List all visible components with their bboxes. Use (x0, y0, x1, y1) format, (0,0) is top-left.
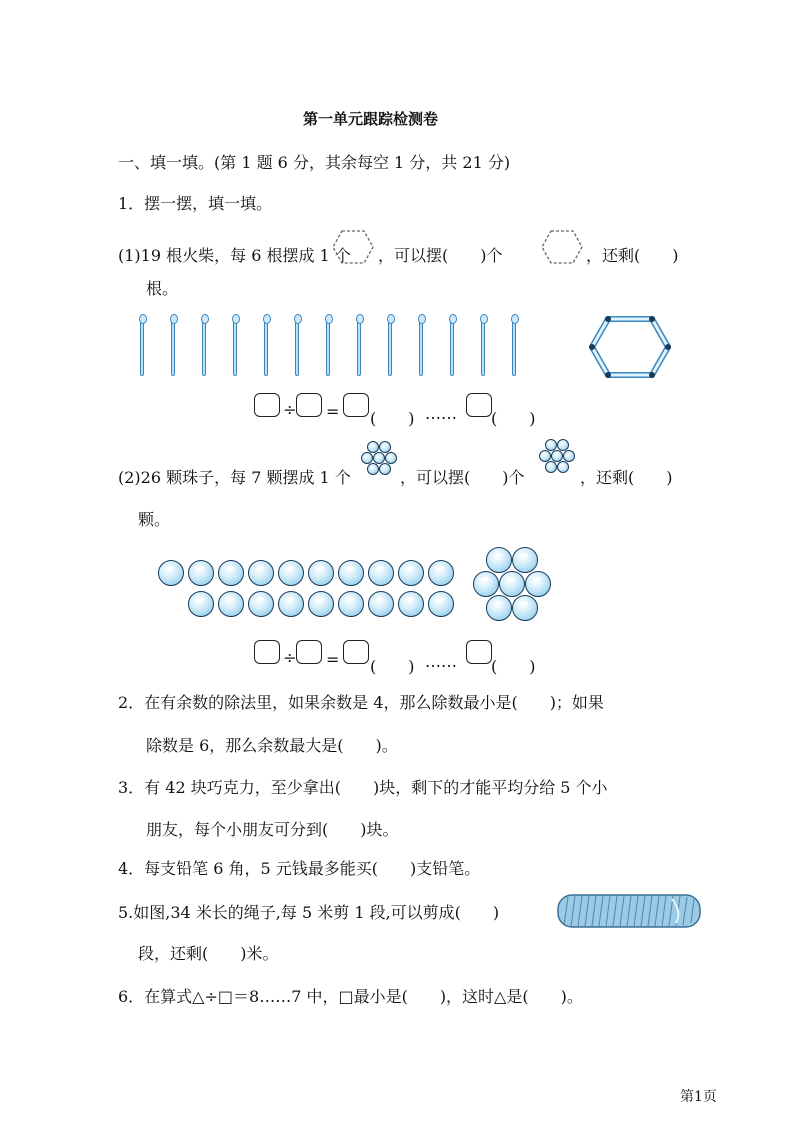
q1-part2-line2: 颗。 (138, 510, 171, 529)
matchstick (419, 318, 423, 376)
bead (338, 560, 364, 586)
q1-part1-text-c: ，还剩( ) (586, 246, 679, 265)
small-bead-flower-icon (538, 438, 578, 478)
matchstick (326, 318, 330, 376)
matchstick (264, 318, 268, 376)
bead (278, 560, 304, 586)
q1-part1-text-b: ，可以摆( )个 (378, 246, 503, 265)
bead (218, 591, 244, 617)
answer-box[interactable] (296, 640, 322, 664)
bead (398, 560, 424, 586)
question-6-line1: 6．在算式△÷□＝8……7 中，□最小是( )，这时△是( )。 (118, 987, 583, 1006)
quotient-paren[interactable]: ( ) (370, 657, 415, 676)
q1-part1-line2: 根。 (146, 279, 179, 298)
quotient-paren[interactable]: ( ) (370, 409, 415, 428)
bead (428, 591, 454, 617)
answer-box[interactable] (296, 393, 322, 417)
matchstick (171, 318, 175, 376)
bead (248, 591, 274, 617)
bead (248, 560, 274, 586)
bead (368, 591, 394, 617)
question-3-line2: 朋友，每个小朋友可分到( )块。 (146, 820, 399, 839)
bead (308, 560, 334, 586)
matchstick (388, 318, 392, 376)
bead (398, 591, 424, 617)
bead (278, 591, 304, 617)
answer-box[interactable] (254, 640, 280, 664)
divide-sign: ÷ (283, 400, 297, 419)
bead (218, 560, 244, 586)
remainder-paren[interactable]: ( ) (491, 409, 536, 428)
bead (188, 591, 214, 617)
q1-part2-text-c: ，还剩( ) (580, 468, 673, 487)
answer-box[interactable] (466, 393, 492, 417)
question-2-line1: 2．在有余数的除法里，如果余数是 4，那么除数最小是( )；如果 (118, 693, 604, 712)
remainder-dots: …… (425, 404, 457, 423)
bead (158, 560, 184, 586)
equals-sign: = (326, 650, 340, 669)
question-2-line2: 除数是 6，那么余数最大是( )。 (146, 736, 398, 755)
bead (512, 547, 538, 573)
question-5-line1: 5.如图,34 米长的绳子,每 5 米剪 1 段,可以剪成( ) (118, 903, 500, 922)
matchstick (140, 318, 144, 376)
remainder-paren[interactable]: ( ) (491, 657, 536, 676)
matchstick (481, 318, 485, 376)
page-number: 第1页 (680, 1089, 717, 1105)
divide-sign: ÷ (283, 648, 297, 667)
bead (486, 547, 512, 573)
bead (486, 595, 512, 621)
question-5-line2: 段，还剩( )米。 (138, 944, 279, 963)
matchstick (233, 318, 237, 376)
rope-coil-icon (554, 891, 704, 931)
matchstick (450, 318, 454, 376)
bead (525, 571, 551, 597)
small-bead-flower-icon (360, 440, 400, 480)
bead (188, 560, 214, 586)
small-hexagon-icon (331, 228, 375, 266)
matchstick (202, 318, 206, 376)
answer-box[interactable] (466, 640, 492, 664)
answer-box[interactable] (343, 640, 369, 664)
remainder-dots: …… (425, 652, 457, 671)
matchstick (357, 318, 361, 376)
section-heading: 一、填一填。(第 1 题 6 分，其余每空 1 分，共 21 分) (118, 153, 511, 172)
equals-sign: = (326, 402, 340, 421)
matchstick-hexagon-icon (588, 313, 672, 381)
answer-box[interactable] (254, 393, 280, 417)
q1-part2-text-a: (2)26 颗珠子，每 7 颗摆成 1 个 (118, 468, 351, 487)
answer-box[interactable] (343, 393, 369, 417)
matchstick (512, 318, 516, 376)
question-4-line1: 4．每支铅笔 6 角，5 元钱最多能买( )支铅笔。 (118, 859, 481, 878)
bead (308, 591, 334, 617)
page-title: 第一单元跟踪检测卷 (303, 110, 439, 128)
bead (428, 560, 454, 586)
q1-part2-text-b: ，可以摆( )个 (400, 468, 525, 487)
bead (512, 595, 538, 621)
bead (368, 560, 394, 586)
small-hexagon-icon (540, 228, 584, 266)
bead (473, 571, 499, 597)
question-3-line1: 3．有 42 块巧克力，至少拿出( )块，剩下的才能平均分给 5 个小 (118, 778, 608, 797)
bead (338, 591, 364, 617)
matchstick (295, 318, 299, 376)
q1-part1-text-a: (1)19 根火柴，每 6 根摆成 1 个 (118, 246, 351, 265)
question-1-label: 1．摆一摆，填一填。 (118, 194, 273, 213)
bead (499, 571, 525, 597)
